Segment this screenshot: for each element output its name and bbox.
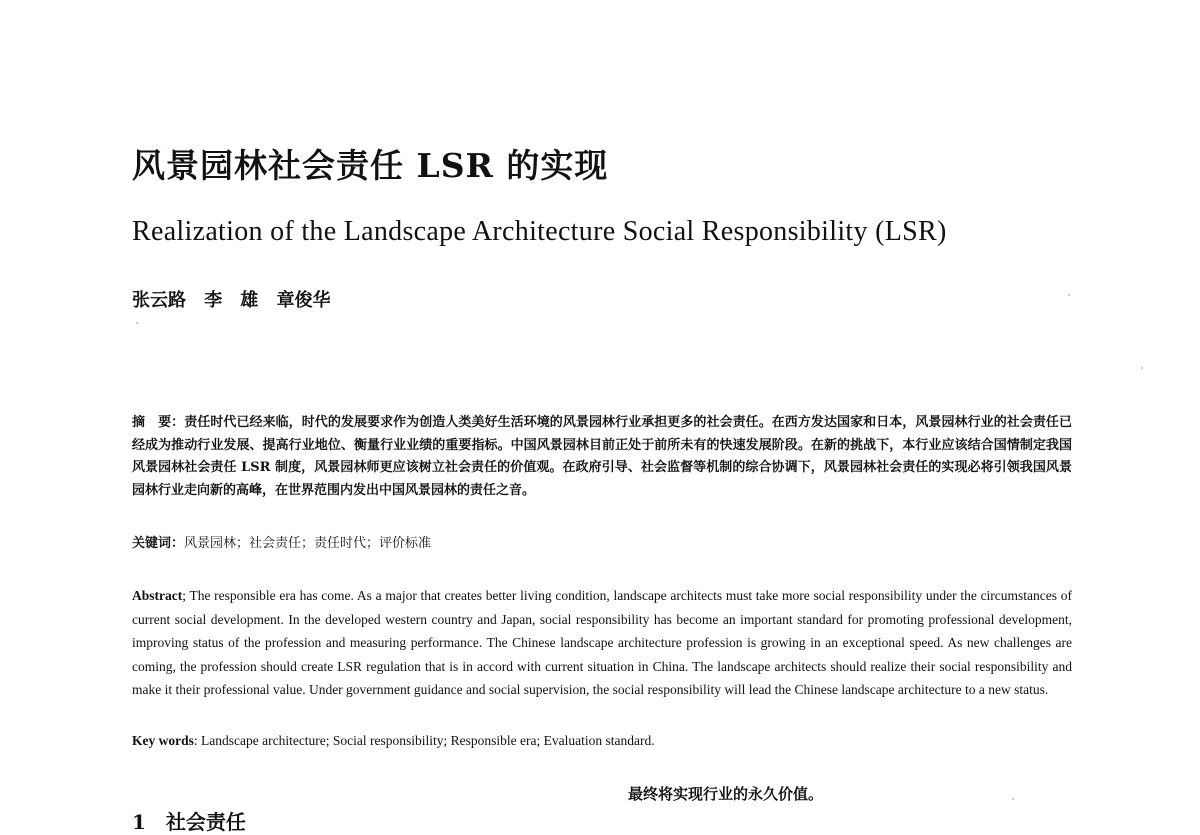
abstract-chinese: [132, 412, 1072, 502]
author-2: 李 雄: [204, 290, 259, 311]
keywords-english: [132, 729, 1072, 752]
scan-speck: [1012, 798, 1014, 800]
keywords-chinese-label: 关键词：: [132, 536, 185, 551]
abstract-english: [132, 584, 1072, 702]
author-3: 章俊华: [276, 290, 331, 311]
keywords-english-text: : Landscape architecture; Social responsibility; Responsible era; Evaluation standard.: [193, 733, 655, 748]
abstract-chinese-text: 责任时代已经来临，时代的发展要求作为创造人类美好生活环境的风景园林行业承担更多的社会责任。在西方发达国家和日本，风景园林行业的社会责任已经成为推动行业发展、提高行业地位、衡量行业业绩的重要指标。中国风景园林目前正处于前所未有的快速发展阶段。在新的挑战下，本行业应该结合国情制定我国风景园林社会责任 LSR 制度，风景园林师更应该树立社会责任的价值观。在政府引导、社会监督等机制的综合协调下，风景园林社会责任的实现必将引领我国风景园林行业走向新的高峰，在世界范围内发出中国风景园林的责任之音。: [132, 415, 1072, 498]
keywords-chinese: [132, 533, 1072, 555]
scan-speck: [1068, 294, 1070, 296]
title-chinese: 风景园林社会责任 LSR 的实现: [132, 146, 609, 185]
scan-speck: [1141, 367, 1143, 369]
abstract-chinese-label: 摘 要：: [132, 415, 185, 430]
body-text-right-column: 最终将实现行业的永久价值。: [628, 785, 824, 803]
abstract-english-label: Abstract: [132, 588, 183, 603]
abstract-english-text: ; The responsible era has come. As a major that creates better living condition, landscape architects must take more social responsibility under the circumstances of current social development. In the developed western country and Japan, social responsibility has become an important standard for promoting professional development, improving status of the profession and measuring performance. The Chinese landscape architecture profession is growing in an exceptional speed. As new challenges are coming, the profession should create LSR regulation that is in accord with current situation in China. The landscape architects should realize their social responsibility and make it their professional value. Under government guidance and social supervision, the social responsibility will lead the Chinese landscape architecture to a new status.: [132, 588, 1072, 697]
keywords-chinese-text: 风景园林；社会责任；责任时代；评价标准: [184, 536, 432, 551]
section-heading-1: 1 社会责任: [132, 810, 246, 834]
author-list: [132, 286, 331, 312]
keywords-english-label: Key words: [132, 733, 194, 748]
scan-speck: [136, 322, 138, 324]
title-english: Realization of the Landscape Architecture Social Responsibility (LSR): [132, 216, 947, 247]
author-1: 张云路: [132, 290, 186, 311]
